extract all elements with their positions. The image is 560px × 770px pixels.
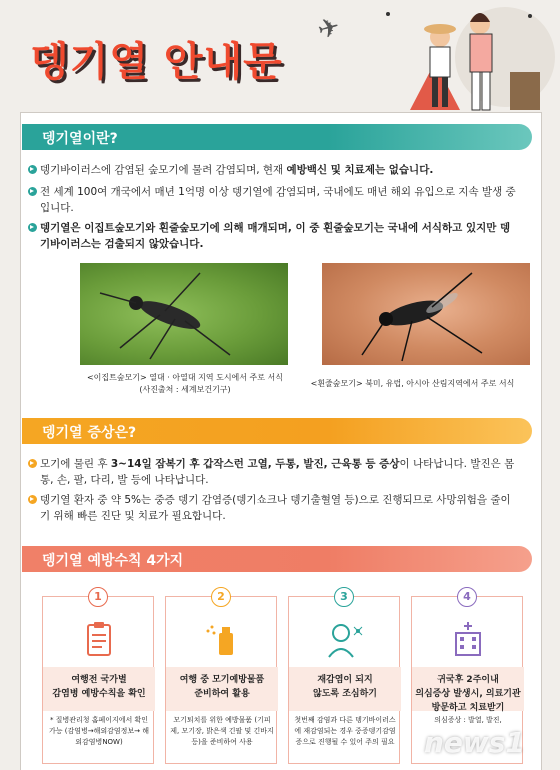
step-title-line: 않도록 조심하기	[313, 689, 377, 699]
play-bullet-icon	[28, 165, 37, 174]
spray-icon	[202, 619, 242, 659]
step-title-line: 감염병 예방수칙을 확인	[52, 689, 146, 699]
person-mosquito-icon	[325, 619, 365, 659]
play-bullet-icon	[28, 223, 37, 232]
aedes-aegypti-photo	[80, 263, 288, 365]
step-title-line: 귀국후 2주이내	[437, 675, 499, 685]
header	[0, 0, 560, 112]
play-bullet-icon	[28, 459, 37, 468]
text: 전 세계 100여 개국에서 매년 1억명 이상 뎅기열에 감염되며, 국내에도 매년 해외 유입으로 지속 발생 중입니다.	[40, 186, 516, 214]
what-bullet-2	[40, 184, 520, 216]
step-detail: 첫번째 감염과 다른 뎅기바이러스에 재감염되는 경우 중증뎅기감염증으로 진행될 수 있어 주의 필요	[294, 716, 396, 746]
prevention-step-3	[288, 590, 400, 764]
section-symptoms-title: 뎅기열 증상은?	[42, 425, 137, 441]
travelers-illustration	[380, 2, 555, 112]
step-detail: * 질병관리청 홈페이지에서 확인 가능 (감염병→해외감염정보→ 해외감염병NOW)	[48, 716, 150, 746]
step-detail: 모기퇴치를 위한 예방물품 (기피제, 모기장, 밝은색 긴팔 및 긴바지 등)을 준비하여 사용	[170, 716, 274, 746]
photo2-caption: <흰줄숲모기> 북미, 유럽, 아시아 산림지역에서 주로 서식	[310, 379, 515, 388]
step-title-line: 의심증상 발생시, 의료기관 방문하고 치료받기	[415, 689, 521, 713]
step-number: 4	[457, 587, 477, 607]
text: 모기에 물린 후	[40, 458, 111, 470]
play-bullet-icon	[28, 187, 37, 196]
symptoms-bullet-2	[40, 492, 520, 524]
step-title	[289, 667, 401, 711]
step-detail: 의심증상 : 발열, 발진,	[434, 716, 502, 724]
prevention-step-2	[165, 590, 277, 764]
page-title: 뎅기열 안내문	[30, 39, 283, 85]
section-what-heading	[22, 124, 532, 150]
step-title-line: 준비하여 활용	[194, 689, 250, 699]
news1-watermark: news1	[424, 726, 525, 759]
prevention-step-1	[42, 590, 154, 764]
clipboard-icon	[79, 619, 119, 659]
aedes-albopictus-photo	[322, 263, 530, 365]
step-title	[412, 667, 524, 711]
step-title-line: 재감염이 되지	[317, 675, 373, 685]
photo1-caption: <이집트숲모기> 열대 · 아열대 지역 도시에서 주로 서식	[86, 373, 284, 382]
text-bold: 뎅기열은 이집트숲모기와 흰줄숲모기에 의해 매개되며, 이 중 흰줄숲모기는 국내에 서식하고 있지만 뎅기바이러스는 검출되지 않았습니다.	[40, 222, 511, 250]
symptoms-bullet-1	[40, 456, 520, 488]
what-bullet-3	[40, 220, 520, 252]
step-title-line: 여행전 국가별	[71, 675, 127, 685]
text: 뎅기바이러스에 감염된 숲모기에 물려 감염되며, 현재	[40, 164, 287, 176]
airplane-icon: ✈	[314, 11, 344, 47]
what-bullet-1	[40, 162, 520, 178]
hospital-icon	[448, 619, 488, 659]
step-number: 2	[211, 587, 231, 607]
text: 뎅기열 환자 중 약 5%는 중증 뎅기 감염증(뎅기쇼크나 뎅기출혈열 등)으로 진행되므로 사망위험을 줄이기 위해 빠른 진단 및 치료가 필요합니다.	[40, 494, 511, 522]
step-title-line: 여행 중 모기예방물품	[179, 675, 265, 685]
section-symptoms-heading	[22, 418, 532, 444]
photo1-source: (사진출처 : 세계보건기구)	[139, 385, 231, 394]
step-title	[43, 667, 155, 711]
text-bold: 3~14일 잠복기 후 갑작스런 고열, 두통, 발진, 근육통 등 증상	[110, 458, 400, 470]
section-prevention-title: 뎅기열 예방수칙 4가지	[42, 553, 184, 569]
play-bullet-icon	[28, 495, 37, 504]
step-title	[166, 667, 278, 711]
text-bold: 예방백신 및 치료제는 없습니다.	[286, 164, 434, 176]
section-prevention-heading	[22, 546, 532, 572]
step-number: 1	[88, 587, 108, 607]
text: 이 나타납니다. 발진은 몸통, 손, 팔, 다리, 발 등에 나타납니다.	[40, 458, 515, 486]
section-what-title: 뎅기열이란?	[42, 131, 118, 147]
step-number: 3	[334, 587, 354, 607]
